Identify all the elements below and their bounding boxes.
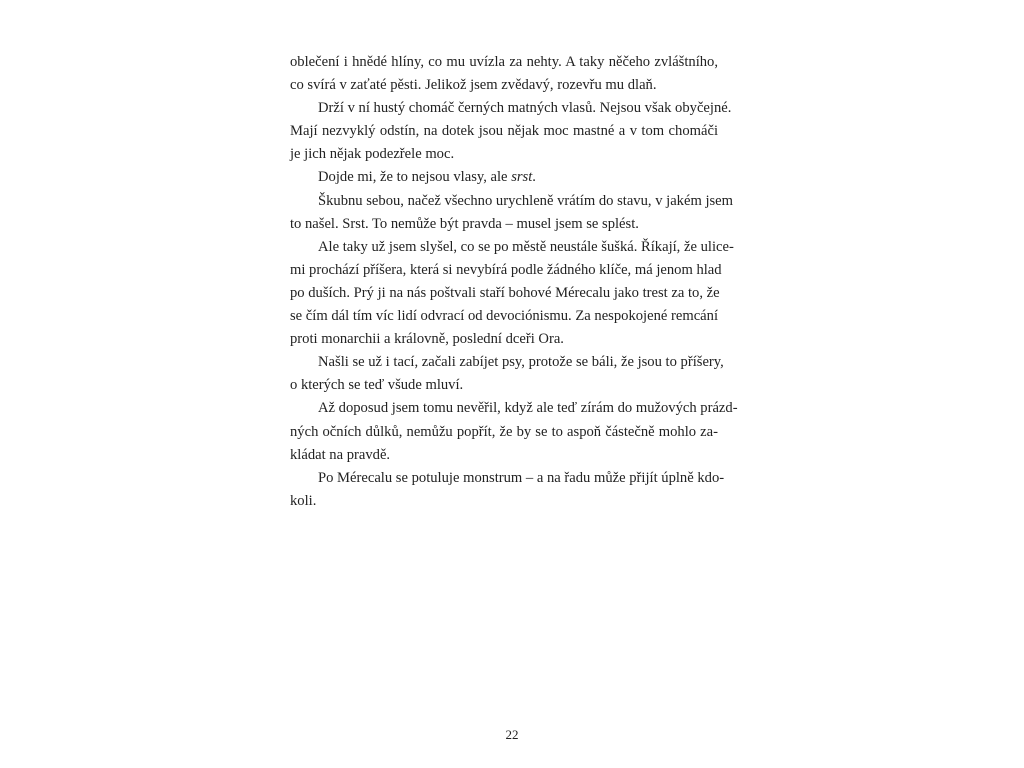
text-line: co svírá v zaťaté pěsti. Jelikož jsem zvědavý, rozevřu mu dlaň. [290, 77, 657, 94]
text-line: Našli se už i tací, začali zabíjet psy, protože se báli, že jsou to příšery, [318, 354, 724, 371]
text-line: o kterých se teď všude mluví. [290, 377, 464, 394]
text-line: proti monarchii a královně, poslední dceři Ora. [290, 331, 564, 348]
text-line: Po Mérecalu se potuluje monstrum – a na řadu může přijít úplně kdo- [318, 469, 725, 486]
text-line: oblečení i hnědé hlíny, co mu uvízla za nehty. A taky něčeho zvláštního, [290, 54, 718, 70]
text-line: ných očních důlků, nemůžu popřít, že by se to aspoň částečně mohlo za- [290, 423, 718, 440]
text-line: Až doposud jsem tomu nevěřil, když ale teď zírám do mužových prázd- [318, 400, 738, 417]
body-text [290, 51, 738, 513]
text-run: . [532, 169, 536, 186]
text-line: se čím dál tím víc lidí odvrací od devociónismu. Za nespokojené remcání [290, 308, 718, 325]
text-line: Škubnu sebou, načež všechno urychleně vrátím do stavu, v jakém jsem [318, 192, 734, 209]
text-line: Mají nezvyklý odstín, na dotek jsou nějak moc mastné a v tom chomáči [290, 123, 718, 140]
text-line: to našel. Srst. To nemůže být pravda – musel jsem se splést. [290, 215, 639, 232]
text-line: koli. [290, 492, 317, 509]
text-line [290, 166, 718, 189]
text-run: Dojde mi, že to nejsou vlasy, ale [318, 169, 512, 186]
emphasized-word: srst [511, 169, 533, 186]
text-line: Drží v ní hustý chomáč černých matných vlasů. Nejsou však obyčejné. [318, 100, 732, 117]
text-line: mi prochází příšera, která si nevybírá podle žádného klíče, má jenom hlad [290, 261, 722, 278]
text-line: kládat na pravdě. [290, 446, 391, 463]
text-line: Ale taky už jsem slyšel, co se po městě neustále šušká. Říkají, že ulice- [318, 238, 734, 255]
text-line: je jich nějak podezřele moc. [290, 146, 455, 163]
text-line: po duších. Prý ji na nás poštvali staří bohové Mérecalu jako trest za to, že [290, 284, 720, 301]
page-number: 22 [505, 727, 519, 742]
